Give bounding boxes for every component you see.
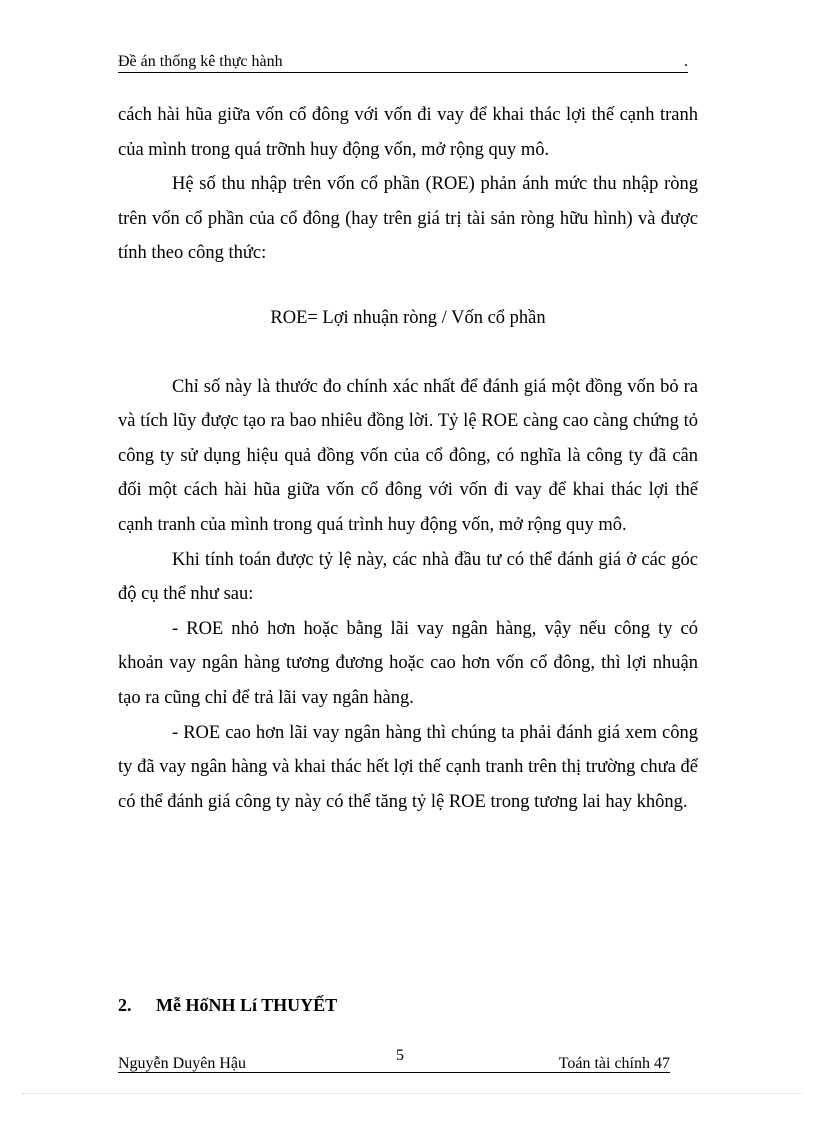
section-title: Mễ HốNH Lí THUYẾT <box>156 995 338 1015</box>
paragraph-roe-definition: Hệ số thu nhập trên vốn cổ phần (ROE) phản ánh mức thu nhập ròng trên vốn cổ phần của cổ đông (hay trên giá trị tài sản ròng hữu hình) và được tính theo công thức: <box>118 174 698 264</box>
footer-course: Toán tài chính 47 <box>558 1055 670 1072</box>
section-number: 2. <box>118 995 132 1015</box>
roe-formula: ROE= Lợi nhuận ròng / Vốn cổ phần <box>270 307 546 328</box>
document-body <box>118 98 698 819</box>
paragraph-continuation: cách hài hũa giữa vốn cổ đông với vốn đi vay để khai thác lợi thế cạnh tranh của mình trong quá trỡnh huy động vốn, mở rộng quy mô. <box>118 105 698 160</box>
page-footer <box>118 1047 670 1073</box>
header-trailing-mark: . <box>684 53 688 70</box>
paragraph-roe-meaning: Chỉ số này là thước đo chính xác nhất để đánh giá một đồng vốn bỏ ra và tích lũy được tạo ra bao nhiêu đồng lời. Tỷ lệ ROE càng cao càng chứng tỏ công ty sử dụng hiệu quả đồng vốn của cổ đông, có nghĩa là công ty đã cân đối một cách hài hũa giữa vốn cổ đông với vốn đi vay để khai thác lợi thế cạnh tranh của mình trong quá trình huy động vốn, mở rộng quy mô. <box>118 376 698 535</box>
section-heading <box>118 990 337 1020</box>
paragraph-evaluation-intro: Khi tính toán được tỷ lệ này, các nhà đầu tư có thể đánh giá ở các góc độ cụ thể như sau: <box>118 549 698 605</box>
footer-author: Nguyễn Duyên Hậu <box>118 1055 246 1072</box>
page-boundary-line <box>22 1093 802 1094</box>
header-title: Đề án thống kê thực hành <box>118 53 283 70</box>
footer-page-number: 5 <box>396 1047 404 1064</box>
page-header <box>118 52 688 73</box>
list-item-roe-higher: - ROE cao hơn lãi vay ngân hàng thì chúng ta phải đánh giá xem công ty đã vay ngân hàng và khai thác hết lợi thế cạnh tranh trên thị trường chưa để có thể đánh giá công ty này có thể tăng tỷ lệ ROE trong tương lai hay không. <box>118 722 698 812</box>
list-item-roe-lower: - ROE nhỏ hơn hoặc bằng lãi vay ngân hàng, vậy nếu công ty có khoản vay ngân hàng tương đương hoặc cao hơn vốn cổ đông, thì lợi nhuận tạo ra cũng chỉ để trả lãi vay ngân hàng. <box>118 618 698 708</box>
